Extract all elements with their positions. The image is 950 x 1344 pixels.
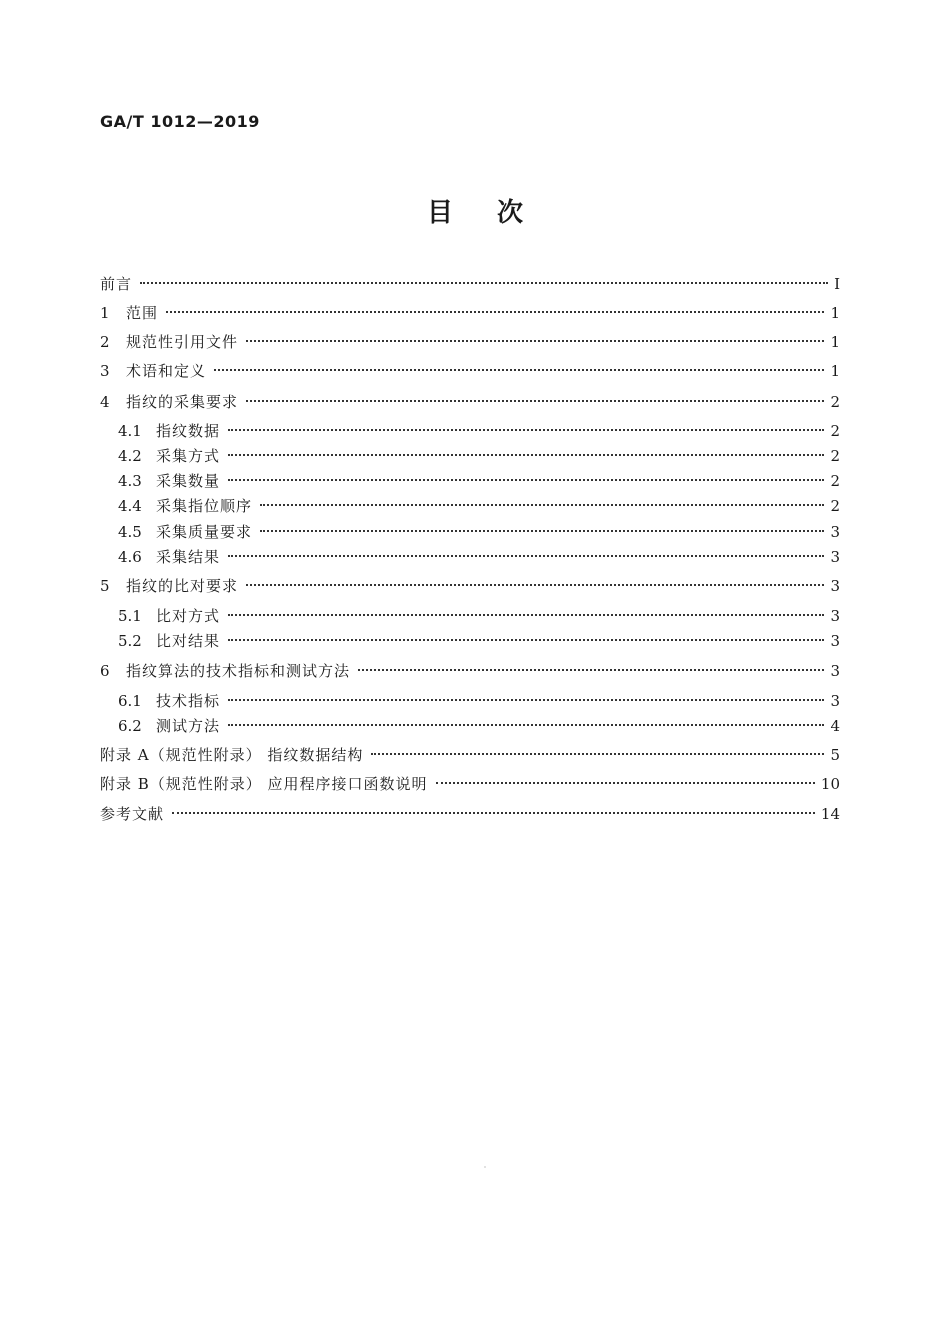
toc-entry-page: 1 [830,333,840,351]
toc-entry-label: 技术指标 [156,692,221,710]
toc-entry-page: 1 [830,362,840,380]
toc-entry-page: 3 [830,548,840,566]
toc-entry-number: 5 [100,577,110,595]
toc-entry-label: 采集结果 [156,548,221,566]
toc-entry-label: 前言 [100,275,133,293]
toc-entry-label: 测试方法 [156,717,221,735]
dot-leader [260,504,824,506]
toc-entry[interactable] [100,301,840,325]
dot-leader [246,584,824,586]
toc-entry-page: 3 [830,662,840,680]
dot-leader [166,311,824,313]
toc-entry[interactable] [100,743,840,767]
toc-entry-page: Ⅰ [834,275,840,293]
toc-entry-number: 2 [100,333,110,351]
toc-entry-page: 4 [830,717,840,735]
toc-entry[interactable] [118,629,840,653]
toc-entry[interactable] [118,419,840,443]
dot-leader [246,340,824,342]
toc-entry[interactable] [100,772,840,796]
toc-entry[interactable] [118,689,840,713]
toc-entry[interactable] [100,390,840,414]
toc-entry-label: 指纹算法的技术指标和测试方法 [126,662,351,680]
dot-leader [228,724,824,726]
toc-entry-page: 5 [830,746,840,764]
toc-entry-page: 14 [820,805,840,823]
toc-entry-page: 3 [830,523,840,541]
dot-leader [214,369,824,371]
toc-entry-label: 指纹的采集要求 [126,393,239,411]
toc-entry-number: 4.6 [118,548,142,566]
toc-entry-number: 6.2 [118,717,142,735]
dot-leader [172,812,815,814]
toc-entry-page: 3 [830,692,840,710]
toc-entry-label: 规范性引用文件 [126,333,239,351]
dot-leader [228,555,824,557]
dot-leader [246,400,824,402]
dot-leader [228,614,824,616]
toc-entry-number: 6.1 [118,692,142,710]
toc-entry-page: 3 [830,607,840,625]
toc-entry-label: 附录 A（规范性附录） 指纹数据结构 [100,746,364,764]
dot-leader [371,753,824,755]
toc-entry-page: 2 [830,393,840,411]
toc-entry-number: 4.1 [118,422,142,440]
toc-entry[interactable] [100,359,840,383]
toc-entry-page: 2 [830,422,840,440]
toc-entry[interactable] [118,604,840,628]
toc-entry[interactable] [100,659,840,683]
toc-entry-page: 2 [830,497,840,515]
toc-entry-number: 3 [100,362,110,380]
dot-leader [436,782,815,784]
toc-entry-label: 比对方式 [156,607,221,625]
toc-entry-page: 10 [820,775,840,793]
toc-entry[interactable] [118,444,840,468]
toc-entry-label: 附录 B（规范性附录） 应用程序接口函数说明 [100,775,428,793]
toc-entry-page: 1 [830,304,840,322]
toc-entry-number: 5.2 [118,632,142,650]
toc-entry[interactable] [118,520,840,544]
toc-entry-number: 5.1 [118,607,142,625]
toc-entry-label: 采集数量 [156,472,221,490]
toc-entry-number: 4.3 [118,472,142,490]
toc-entry[interactable] [118,714,840,738]
toc-entry-label: 采集方式 [156,447,221,465]
toc-entry-label: 术语和定义 [126,362,207,380]
toc-title: 目次 [426,198,567,228]
toc-entry-number: 1 [100,304,110,322]
dot-leader [260,530,824,532]
document-code: GA/T 1012—2019 [100,112,260,131]
toc-entry-page: 2 [830,447,840,465]
dot-leader [228,699,824,701]
dot-leader [228,479,824,481]
dot-leader [228,454,824,456]
toc-entry-page: 3 [830,632,840,650]
toc-entry[interactable] [118,469,840,493]
toc-entry-page: 3 [830,577,840,595]
toc-entry-label: 采集质量要求 [156,523,253,541]
toc-entry-number: 6 [100,662,110,680]
toc-entry-label: 参考文献 [100,805,165,823]
toc-entry-page: 2 [830,472,840,490]
toc-entry-label: 比对结果 [156,632,221,650]
dot-leader [228,429,824,431]
toc-entry-label: 指纹数据 [156,422,221,440]
toc-entry-number: 4 [100,393,110,411]
toc-entry[interactable] [118,545,840,569]
toc-entry-label: 指纹的比对要求 [126,577,239,595]
toc-entry-number: 4.5 [118,523,142,541]
toc-entry[interactable] [100,330,840,354]
toc-entry-label: 采集指位顺序 [156,497,253,515]
dot-leader [358,669,824,671]
toc-entry[interactable] [100,272,840,296]
scan-artifact [484,1166,486,1168]
toc-entry[interactable] [118,494,840,518]
toc-entry[interactable] [100,802,840,826]
dot-leader [140,282,828,284]
toc-entry[interactable] [100,574,840,598]
toc-entry-number: 4.2 [118,447,142,465]
toc-entry-number: 4.4 [118,497,142,515]
dot-leader [228,639,824,641]
toc-entry-label: 范围 [126,304,159,322]
